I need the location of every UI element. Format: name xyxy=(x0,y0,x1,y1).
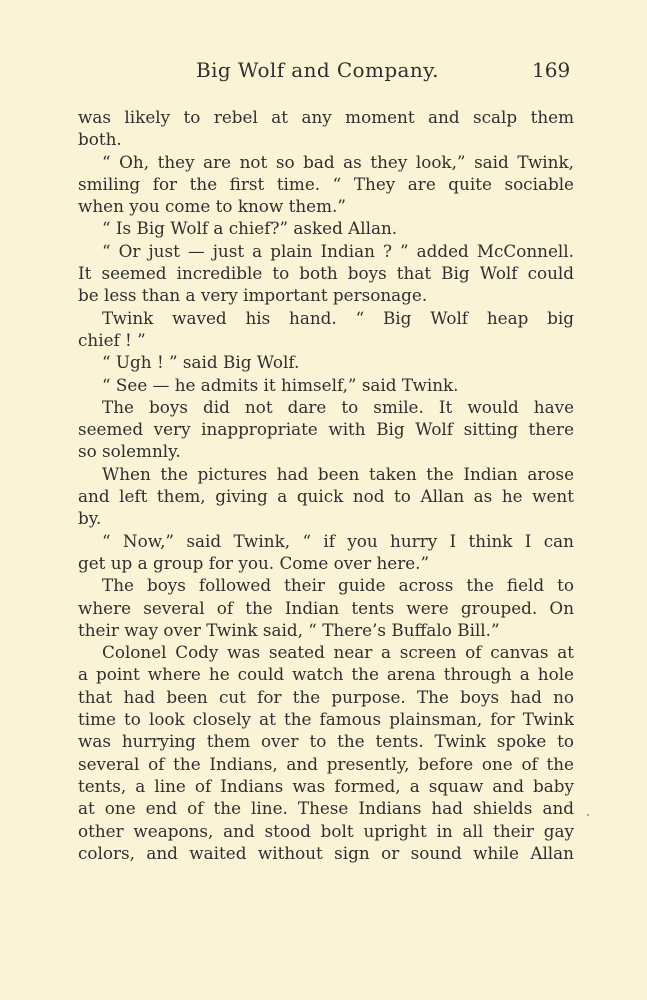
text-line: “ Or just — just a plain Indian ? ” added McConnell. xyxy=(102,240,574,261)
text-line: chief ! ” xyxy=(78,329,146,350)
text-line: When the pictures had been taken the Indian arose xyxy=(102,463,574,484)
text-line: be less than a very important personage. xyxy=(78,285,428,306)
text-line: by. xyxy=(78,508,102,529)
text-line: The boys did not dare to smile. It would have xyxy=(102,396,574,417)
text-line: The boys followed their guide across the field to xyxy=(102,575,574,596)
text-line: Colonel Cody was seated near a screen of canvas at xyxy=(102,642,574,663)
text-line: their way over Twink said, “ There’s Buffalo Bill.” xyxy=(78,619,500,640)
text-line: get up a group for you. Come over here.” xyxy=(78,552,430,573)
text-line: when you come to know them.” xyxy=(78,196,346,217)
running-title: Big Wolf and Company. xyxy=(196,58,439,82)
text-line: “ Now,” said Twink, “ if you hurry I think I can xyxy=(102,530,574,551)
text-line: and left them, giving a quick nod to Allan as he went xyxy=(78,486,574,507)
text-line: Twink waved his hand. “ Big Wolf heap big xyxy=(102,307,574,328)
text-line: It seemed incredible to both boys that Big Wolf could xyxy=(78,263,574,284)
page-number: 169 xyxy=(532,58,571,82)
running-header xyxy=(0,58,647,92)
text-line: so solemnly. xyxy=(78,441,181,462)
text-line: several of the Indians, and presently, before one of the xyxy=(78,753,574,774)
text-line: was likely to rebel at any moment and scalp them xyxy=(78,107,574,127)
body-text xyxy=(78,106,574,864)
text-line: smiling for the first time. “ They are quite sociable xyxy=(78,173,574,194)
text-line: seemed very inappropriate with Big Wolf sitting there xyxy=(78,419,574,440)
text-line: other weapons, and stood bolt upright in all their gay xyxy=(78,820,574,841)
text-line: “ Ugh ! ” said Big Wolf. xyxy=(102,352,300,373)
text-line: both. xyxy=(78,129,122,150)
text-line: where several of the Indian tents were grouped. On xyxy=(78,597,574,618)
text-line: time to look closely at the famous plainsman, for Twink xyxy=(78,709,574,730)
text-line: was hurrying them over to the tents. Twink spoke to xyxy=(78,731,574,752)
text-line: colors, and waited without sign or sound while Allan xyxy=(78,842,574,863)
text-line: a point where he could watch the arena through a hole xyxy=(78,664,574,685)
text-line: “ Is Big Wolf a chief?” asked Allan. xyxy=(102,218,398,239)
text-line: “ See — he admits it himself,” said Twink. xyxy=(102,374,459,395)
text-line: at one end of the line. These Indians had shields and xyxy=(78,798,574,819)
text-line: that had been cut for the purpose. The boys had no xyxy=(78,686,574,707)
paper-speck xyxy=(587,814,589,816)
text-line: “ Oh, they are not so bad as they look,” said Twink, xyxy=(102,151,574,172)
text-line: tents, a line of Indians was formed, a squaw and baby xyxy=(78,775,574,796)
